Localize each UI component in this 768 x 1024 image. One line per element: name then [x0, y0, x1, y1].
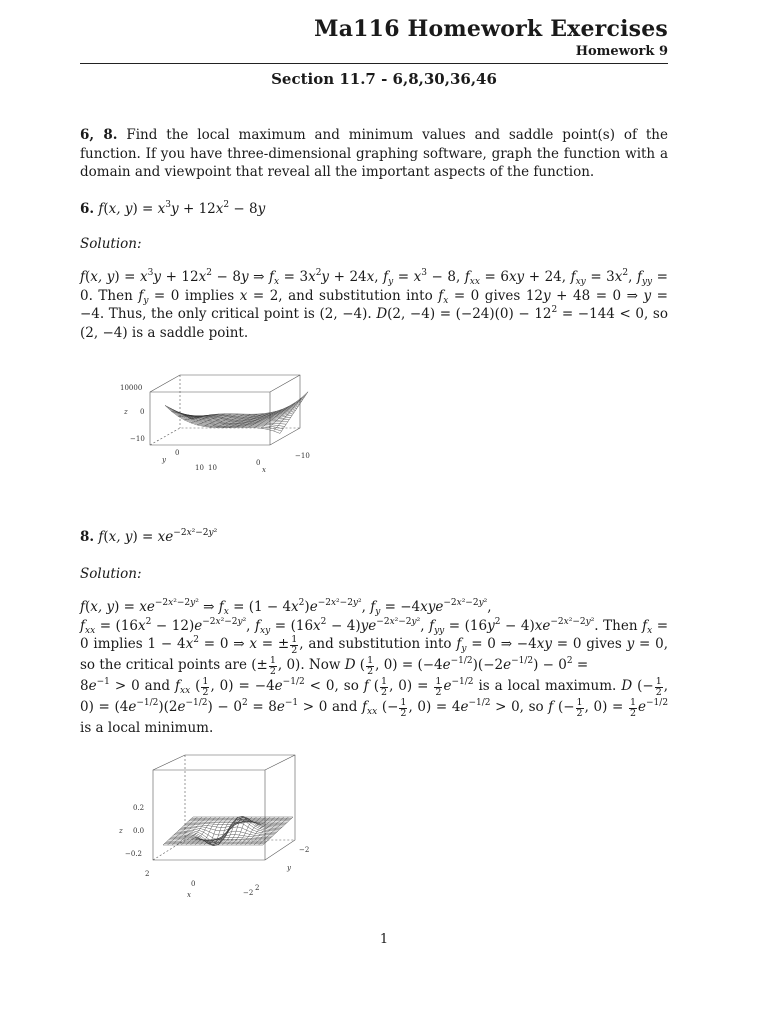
x-tick-neg2: −2: [243, 889, 254, 897]
z-tick-mid: 0: [140, 408, 145, 416]
z-tick-bot: −10: [130, 435, 145, 443]
problem-8-number: 8.: [80, 529, 95, 545]
header-rule: [80, 63, 668, 64]
z-axis-label: z: [124, 408, 128, 416]
y-tick-10: 10: [208, 464, 217, 472]
problem-8-graph: [115, 750, 315, 900]
problem-6-solution-label: Solution:: [80, 236, 142, 252]
y-tick-0: 0: [175, 449, 180, 457]
z-tick-top: 10000: [120, 384, 143, 392]
problem-numbers: 6, 8.: [80, 127, 118, 143]
mesh-line: [280, 392, 308, 434]
problem-8-solution: f(x, $y) = xe^{-2x^2-2y^2}$ ⇒ $f_x = (1 - 4x^2)e^{-2x^2-2y^2}$, $f_y = -4xye^{-2x^2-2y^2}$, $f_{xx} = (16x^2 - 12)e^{-2x^2-2y^2}$, $f_{xy} = (16x^2 - 4)ye^{-2x^2-2y^2}$, $f_{yy} = (16y^2 - 4)xe^{-2x^2-2y^2}$. Then $f_x = 0$ implies $1 - 4x^2 = 0$ ⇒ x = ± $\frac{1}{2}$ , and substitution into $f_y = 0$ ⇒ −4xy = 0 gives y = 0, so the critical points are (± $\frac{1}{2}$ , 0). Now D ( $\frac{1}{2}$ , $0) = (-4e^{-1/2})(-2e^{-1/2}) - 0^2$ = $8e^{-1} > 0$ and $f_{xx}$ ( $\frac{1}{2}$ , $0) = -4e^{-1/2} < 0$, so f ( $\frac{1}{2}$ , 0) = $\frac{1}{2}$ $e^{-1/2}$ is a local maximum. D (− $\frac{1}{2}$ , $0) = (4e^{-1/2})(2e^{-1/2}) - 0^2 = 8e^{-1} > 0$ and $f_{xx}$ (− $\frac{1}{2}$ , $0) = 4e^{-1/2} > 0$, so f (− $\frac{1}{2}$ , 0) = $\frac{1}{2}$ $e^{-1/2}$ is a local minimum.: [80, 598, 669, 736]
mesh-line: [167, 406, 282, 431]
mesh-line: [172, 817, 202, 845]
problem-8-statement: [80, 528, 668, 547]
problem-6-function: f(x, $y) = x^3y + 12x^2 - 8y$: [98, 200, 266, 217]
problem-statement: Find the local maximum and minimum values and saddle point(s) of the function. If you have three-dimensional graphing software, graph the function with a domain and viewpoint that reveal all the important aspects of the function.: [80, 127, 668, 180]
z-tick-mid: 0.0: [133, 827, 145, 835]
mesh-line: [236, 817, 266, 845]
x-tick-neg10: −10: [295, 452, 310, 460]
y-axis-label: y: [162, 456, 166, 464]
x-axis-label: x: [262, 466, 266, 474]
section-title: Section 11.7 - 6,8,30,36,46: [271, 70, 497, 88]
mesh-line: [190, 817, 220, 845]
z-tick-top: 0.2: [133, 804, 145, 812]
z-tick-bot: −0.2: [125, 850, 142, 858]
problem-6-solution: f(x, $y) = x^3y + 12x^2 - 8y$ ⇒ $f_x = 3x^2y + 24x$, $f_y = x^3 - 8$, $f_{xx} = 6xy + 24$, $f_{xy} = 3x^2$, $f_{yy} = 0$. Then $f_y = 0$ implies x = 2, and substitution into $f_x = 0$ gives 12y + 48 = 0 ⇒ y = −4. Thus, the only critical point is (2, −4). D(2, $-4) = (-24)(0) - 12^2 = -144 < 0$, so (2, −4) is a saddle point.: [80, 268, 668, 341]
problem-6-graph: [110, 370, 360, 485]
problem-8-function: f(x, $y) = xe^{-2x^2-2y^2}$: [98, 528, 218, 545]
x-tick-0: 0: [256, 459, 261, 467]
homework-label: Homework 9: [575, 44, 668, 59]
x-tick-2: 2: [145, 870, 150, 878]
mesh-line: [188, 822, 288, 823]
problem-6-statement: [80, 200, 668, 219]
y-tick-neg2: −2: [299, 846, 310, 854]
x-tick-0: 0: [191, 880, 196, 888]
mesh-line: [254, 817, 284, 845]
problem-6-number: 6.: [80, 201, 95, 217]
problem-intro: [80, 126, 668, 182]
x-tick-10: 10: [195, 464, 204, 472]
problem-8-solution-label: Solution:: [80, 566, 142, 582]
document-title: Ma116 Homework Exercises: [314, 16, 668, 42]
z-axis-label: z: [119, 827, 123, 835]
x-axis-label: x: [187, 891, 191, 899]
y-tick-2: 2: [255, 884, 260, 892]
y-axis-label: y: [287, 864, 291, 872]
page-number: 1: [379, 932, 389, 947]
